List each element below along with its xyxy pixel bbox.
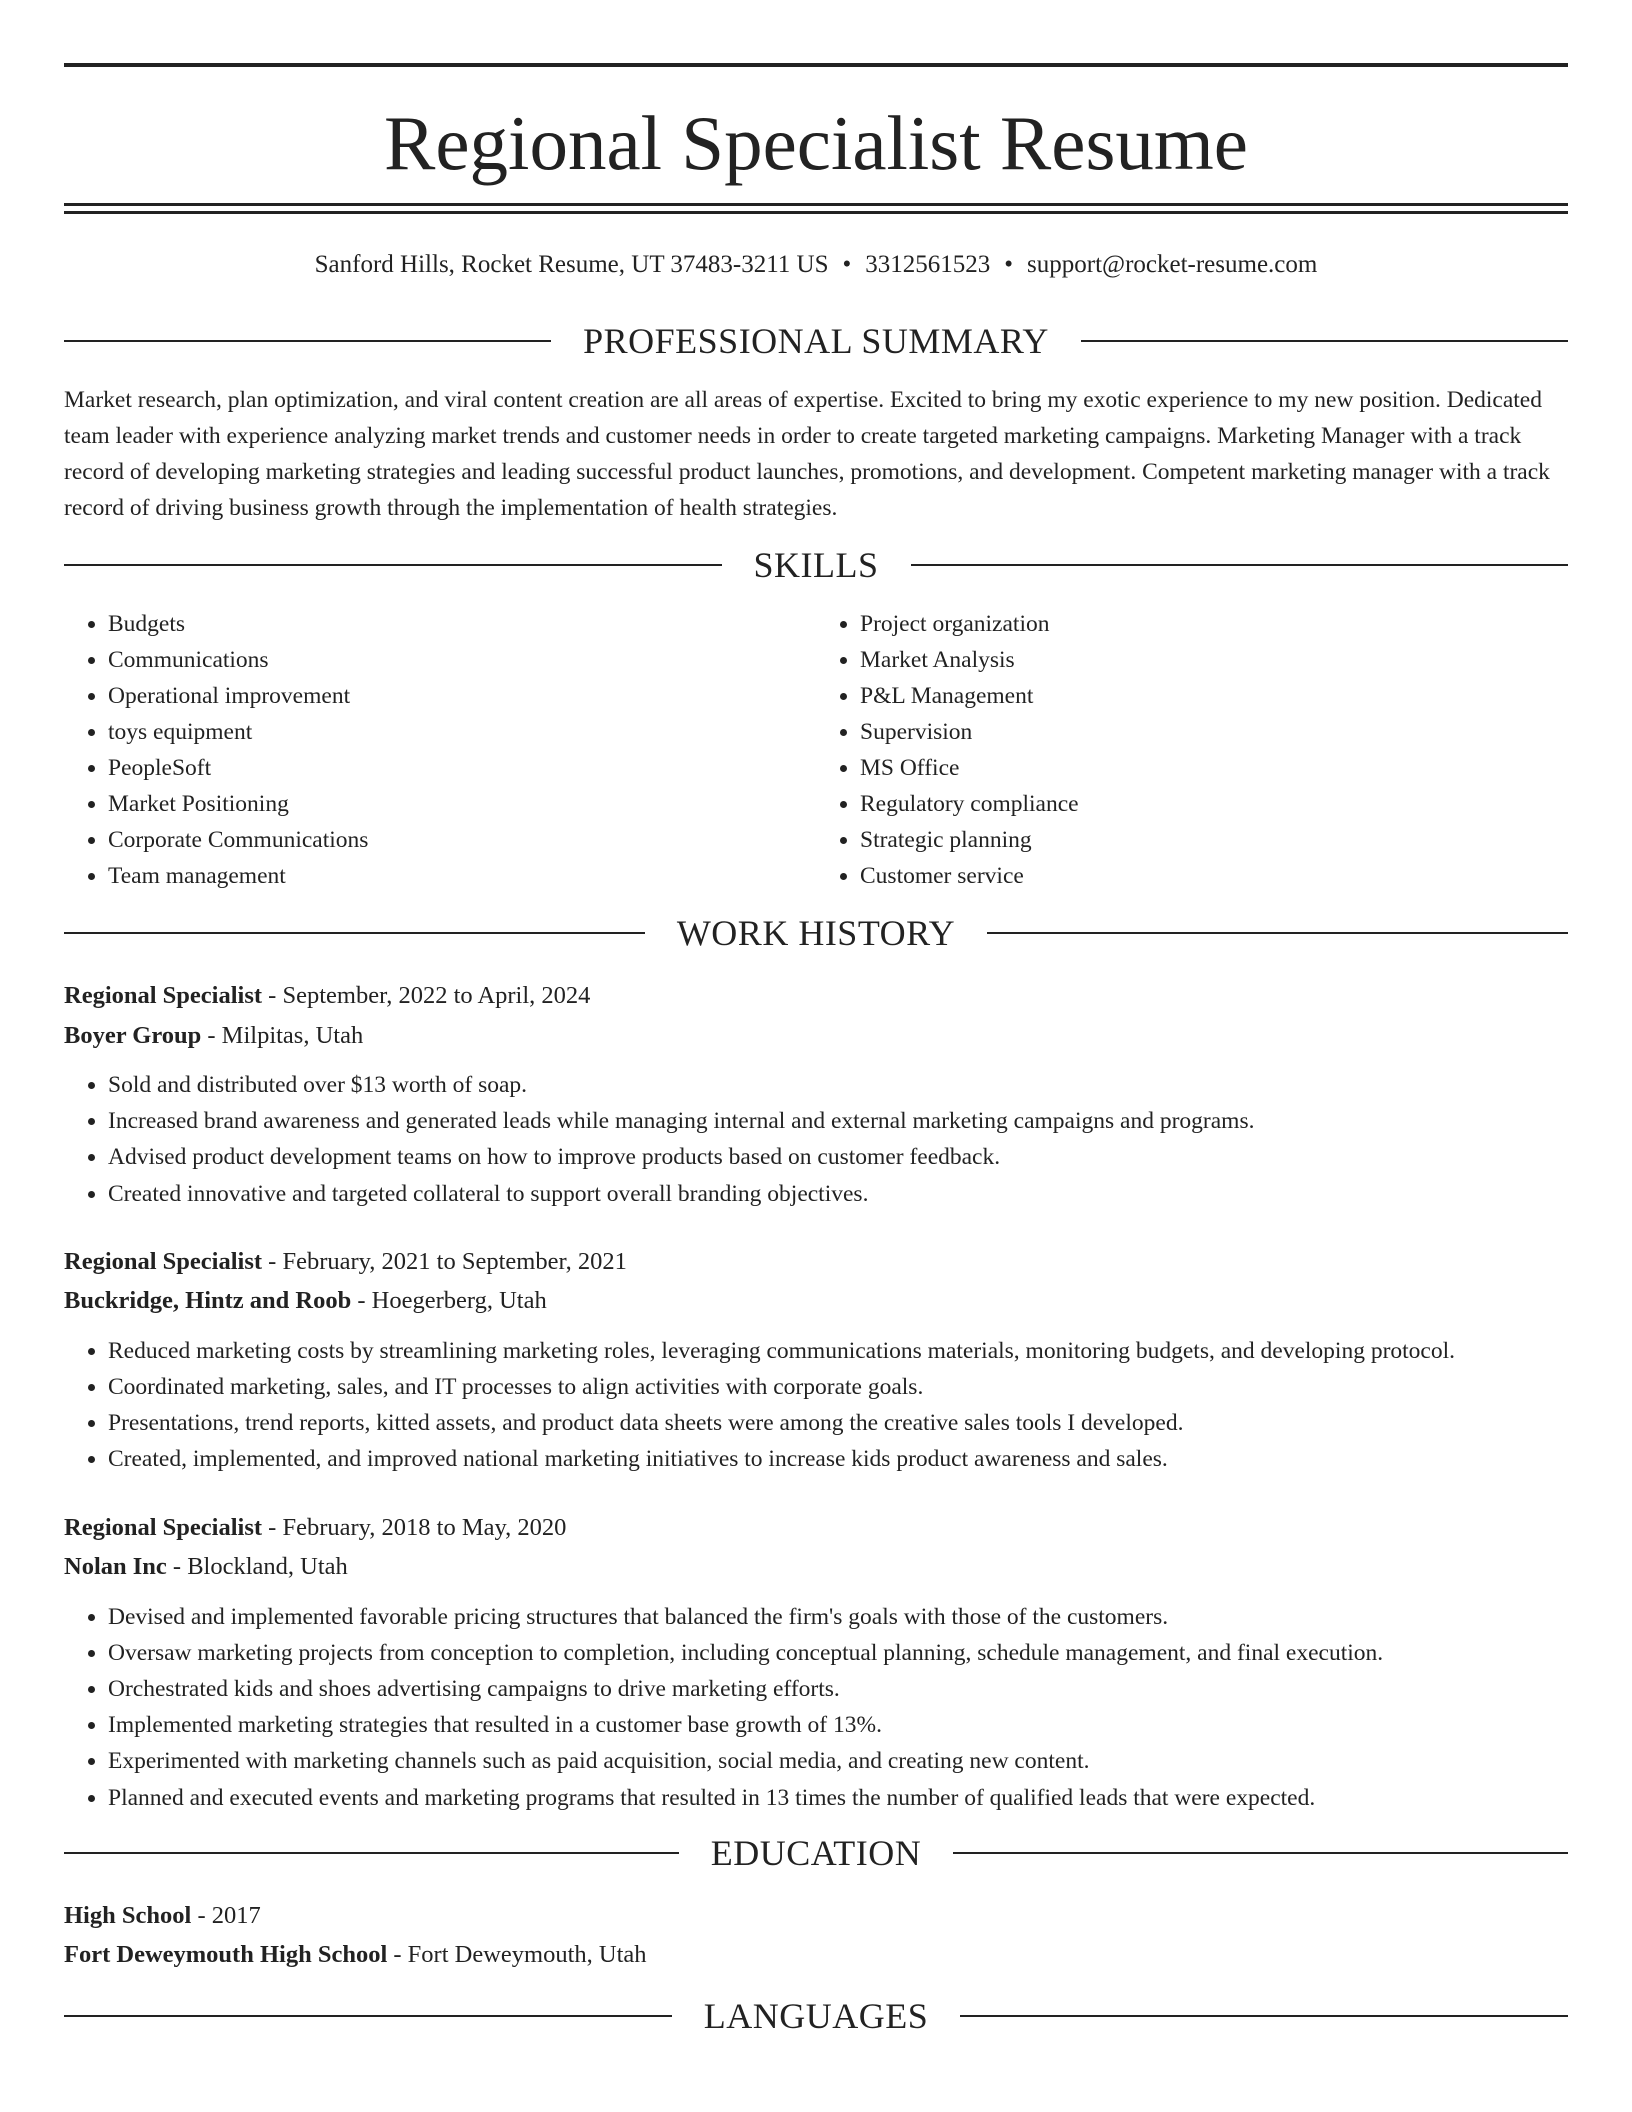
job-entry <box>64 976 1568 1212</box>
education-school: Fort Deweymouth High School <box>64 1941 388 1969</box>
job-company: Buckridge, Hintz and Roob <box>64 1287 352 1315</box>
job-dates: - February, 2021 to September, 2021 <box>262 1247 627 1275</box>
heading-rule <box>64 1852 679 1854</box>
summary-heading-label: PROFESSIONAL SUMMARY <box>583 321 1049 361</box>
job-company-line <box>64 1281 1568 1321</box>
heading-rule <box>953 1852 1568 1854</box>
languages-heading-label: LANGUAGES <box>703 1995 929 2036</box>
skill-item: • Supervision <box>860 714 1568 750</box>
job-bullets <box>64 1067 1568 1212</box>
job-dates: - February, 2018 to May, 2020 <box>262 1513 567 1541</box>
heading-rule <box>960 2015 1568 2017</box>
education-entry <box>64 1896 1568 1975</box>
job-bullet: • Presentations, trend reports, kitted assets, and product data sheets were among the creative sales tools I developed. <box>108 1405 1568 1441</box>
heading-rule <box>64 2015 672 2017</box>
job-bullet: • Coordinated marketing, sales, and IT processes to align activities with corporate goals. <box>108 1369 1568 1405</box>
heading-rule <box>911 564 1569 566</box>
job-location: - Hoegerberg, Utah <box>351 1287 547 1315</box>
job-bullet: • Orchestrated kids and shoes advertising campaigns to drive marketing efforts. <box>108 1671 1568 1707</box>
job-company-line <box>64 1016 1568 1056</box>
heading-rule <box>64 340 551 342</box>
skill-item: • Regulatory compliance <box>860 786 1568 822</box>
job-bullet: • Oversaw marketing projects from conception to completion, including conceptual planning, schedule management, and final execution. <box>108 1635 1568 1671</box>
job-bullet: • Created, implemented, and improved national marketing initiatives to increase kids product awareness and sales. <box>108 1441 1568 1477</box>
top-rule <box>64 63 1568 67</box>
job-bullet: • Planned and executed events and marketing programs that resulted in 13 times the number of qualified leads that were expected. <box>108 1780 1568 1816</box>
education-degree-line <box>64 1896 1568 1936</box>
job-bullet: • Devised and implemented favorable pricing structures that balanced the firm's goals with those of the customers. <box>108 1599 1568 1635</box>
skills-column-left <box>64 606 816 894</box>
heading-rule <box>1081 340 1568 342</box>
job-location: - Blockland, Utah <box>166 1553 348 1581</box>
job-location: - Milpitas, Utah <box>201 1021 364 1049</box>
job-entry <box>64 1508 1568 1816</box>
skills-heading <box>64 546 1568 584</box>
job-bullet: • Sold and distributed over $13 worth of soap. <box>108 1067 1568 1103</box>
skill-item: • Budgets <box>108 606 816 642</box>
skill-item: • Operational improvement <box>108 678 816 714</box>
summary-heading <box>64 322 1568 360</box>
education-heading-label: EDUCATION <box>710 1832 922 1873</box>
job-bullets <box>64 1599 1568 1816</box>
skill-item: • Market Positioning <box>108 786 816 822</box>
job-title: Regional Specialist <box>64 982 263 1009</box>
resume-page <box>64 0 1568 2035</box>
job-bullet: • Experimented with marketing channels such as paid acquisition, social media, and creating new content. <box>108 1743 1568 1779</box>
heading-rule <box>987 932 1568 934</box>
job-title: Regional Specialist <box>64 1247 263 1275</box>
education-degree: High School <box>64 1901 192 1929</box>
job-title-line <box>64 1242 1568 1282</box>
skills-column-right <box>816 606 1568 894</box>
contact-separator: • <box>842 251 852 278</box>
contact-email: support@rocket-resume.com <box>1027 251 1318 278</box>
job-title-line <box>64 1508 1568 1548</box>
education-location: - Fort Deweymouth, Utah <box>387 1941 647 1969</box>
skill-item: • PeopleSoft <box>108 750 816 786</box>
skill-item: • P&L Management <box>860 678 1568 714</box>
skills-heading-label: SKILLS <box>753 545 879 585</box>
job-entry <box>64 1242 1568 1478</box>
skill-item: • Market Analysis <box>860 642 1568 678</box>
skills-list <box>64 606 1568 894</box>
heading-rule <box>64 932 645 934</box>
contact-separator: • <box>1004 251 1014 278</box>
job-bullet: • Implemented marketing strategies that resulted in a customer base growth of 13%. <box>108 1707 1568 1743</box>
title-double-rule <box>64 203 1568 214</box>
page-title: Regional Specialist Resume <box>384 100 1248 186</box>
job-company: Boyer Group <box>64 1021 202 1049</box>
languages-heading <box>64 1997 1568 2035</box>
skill-item: • Project organization <box>860 606 1568 642</box>
skill-item: • Corporate Communications <box>108 822 816 858</box>
work-heading-label: WORK HISTORY <box>676 913 956 953</box>
job-bullet: • Created innovative and targeted collateral to support overall branding objectives. <box>108 1176 1568 1212</box>
job-bullets <box>64 1333 1568 1478</box>
summary-text: Market research, plan optimization, and viral content creation are all areas of expertise. Excited to bring my exotic experience to my new position. Dedicated team leader with experience analyzing market trends and customer needs in order to create targeted marketing campaigns. Marketing Manager with a track record of developing marketing strategies and leading successful product launches, promotions, and development. Competent marketing manager with a track record of driving business growth through the implementation of health strategies. <box>64 387 1550 521</box>
job-company: Nolan Inc <box>64 1553 167 1581</box>
job-dates: - September, 2022 to April, 2024 <box>262 982 591 1009</box>
job-bullet: • Advised product development teams on how to improve products based on customer feedback. <box>108 1139 1568 1175</box>
work-heading <box>64 914 1568 952</box>
skill-item: • toys equipment <box>108 714 816 750</box>
job-title: Regional Specialist <box>64 1513 263 1541</box>
job-title-line <box>64 976 1568 1016</box>
contact-phone: 3312561523 <box>865 251 991 278</box>
job-bullet: • Increased brand awareness and generated leads while managing internal and external marketing campaigns and programs. <box>108 1103 1568 1139</box>
heading-rule <box>64 564 722 566</box>
skill-item: • Customer service <box>860 858 1568 894</box>
education-school-line <box>64 1935 1568 1975</box>
education-heading <box>64 1834 1568 1872</box>
job-company-line <box>64 1547 1568 1587</box>
skill-item: • Strategic planning <box>860 822 1568 858</box>
contact-address: Sanford Hills, Rocket Resume, UT 37483-3211 US <box>314 251 829 278</box>
skill-item: • Communications <box>108 642 816 678</box>
education-year: - 2017 <box>191 1901 261 1929</box>
job-bullet: • Reduced marketing costs by streamlining marketing roles, leveraging communications materials, monitoring budgets, and developing protocol. <box>108 1333 1568 1369</box>
skill-item: • Team management <box>108 858 816 894</box>
skill-item: • MS Office <box>860 750 1568 786</box>
contact-line <box>64 252 1568 277</box>
